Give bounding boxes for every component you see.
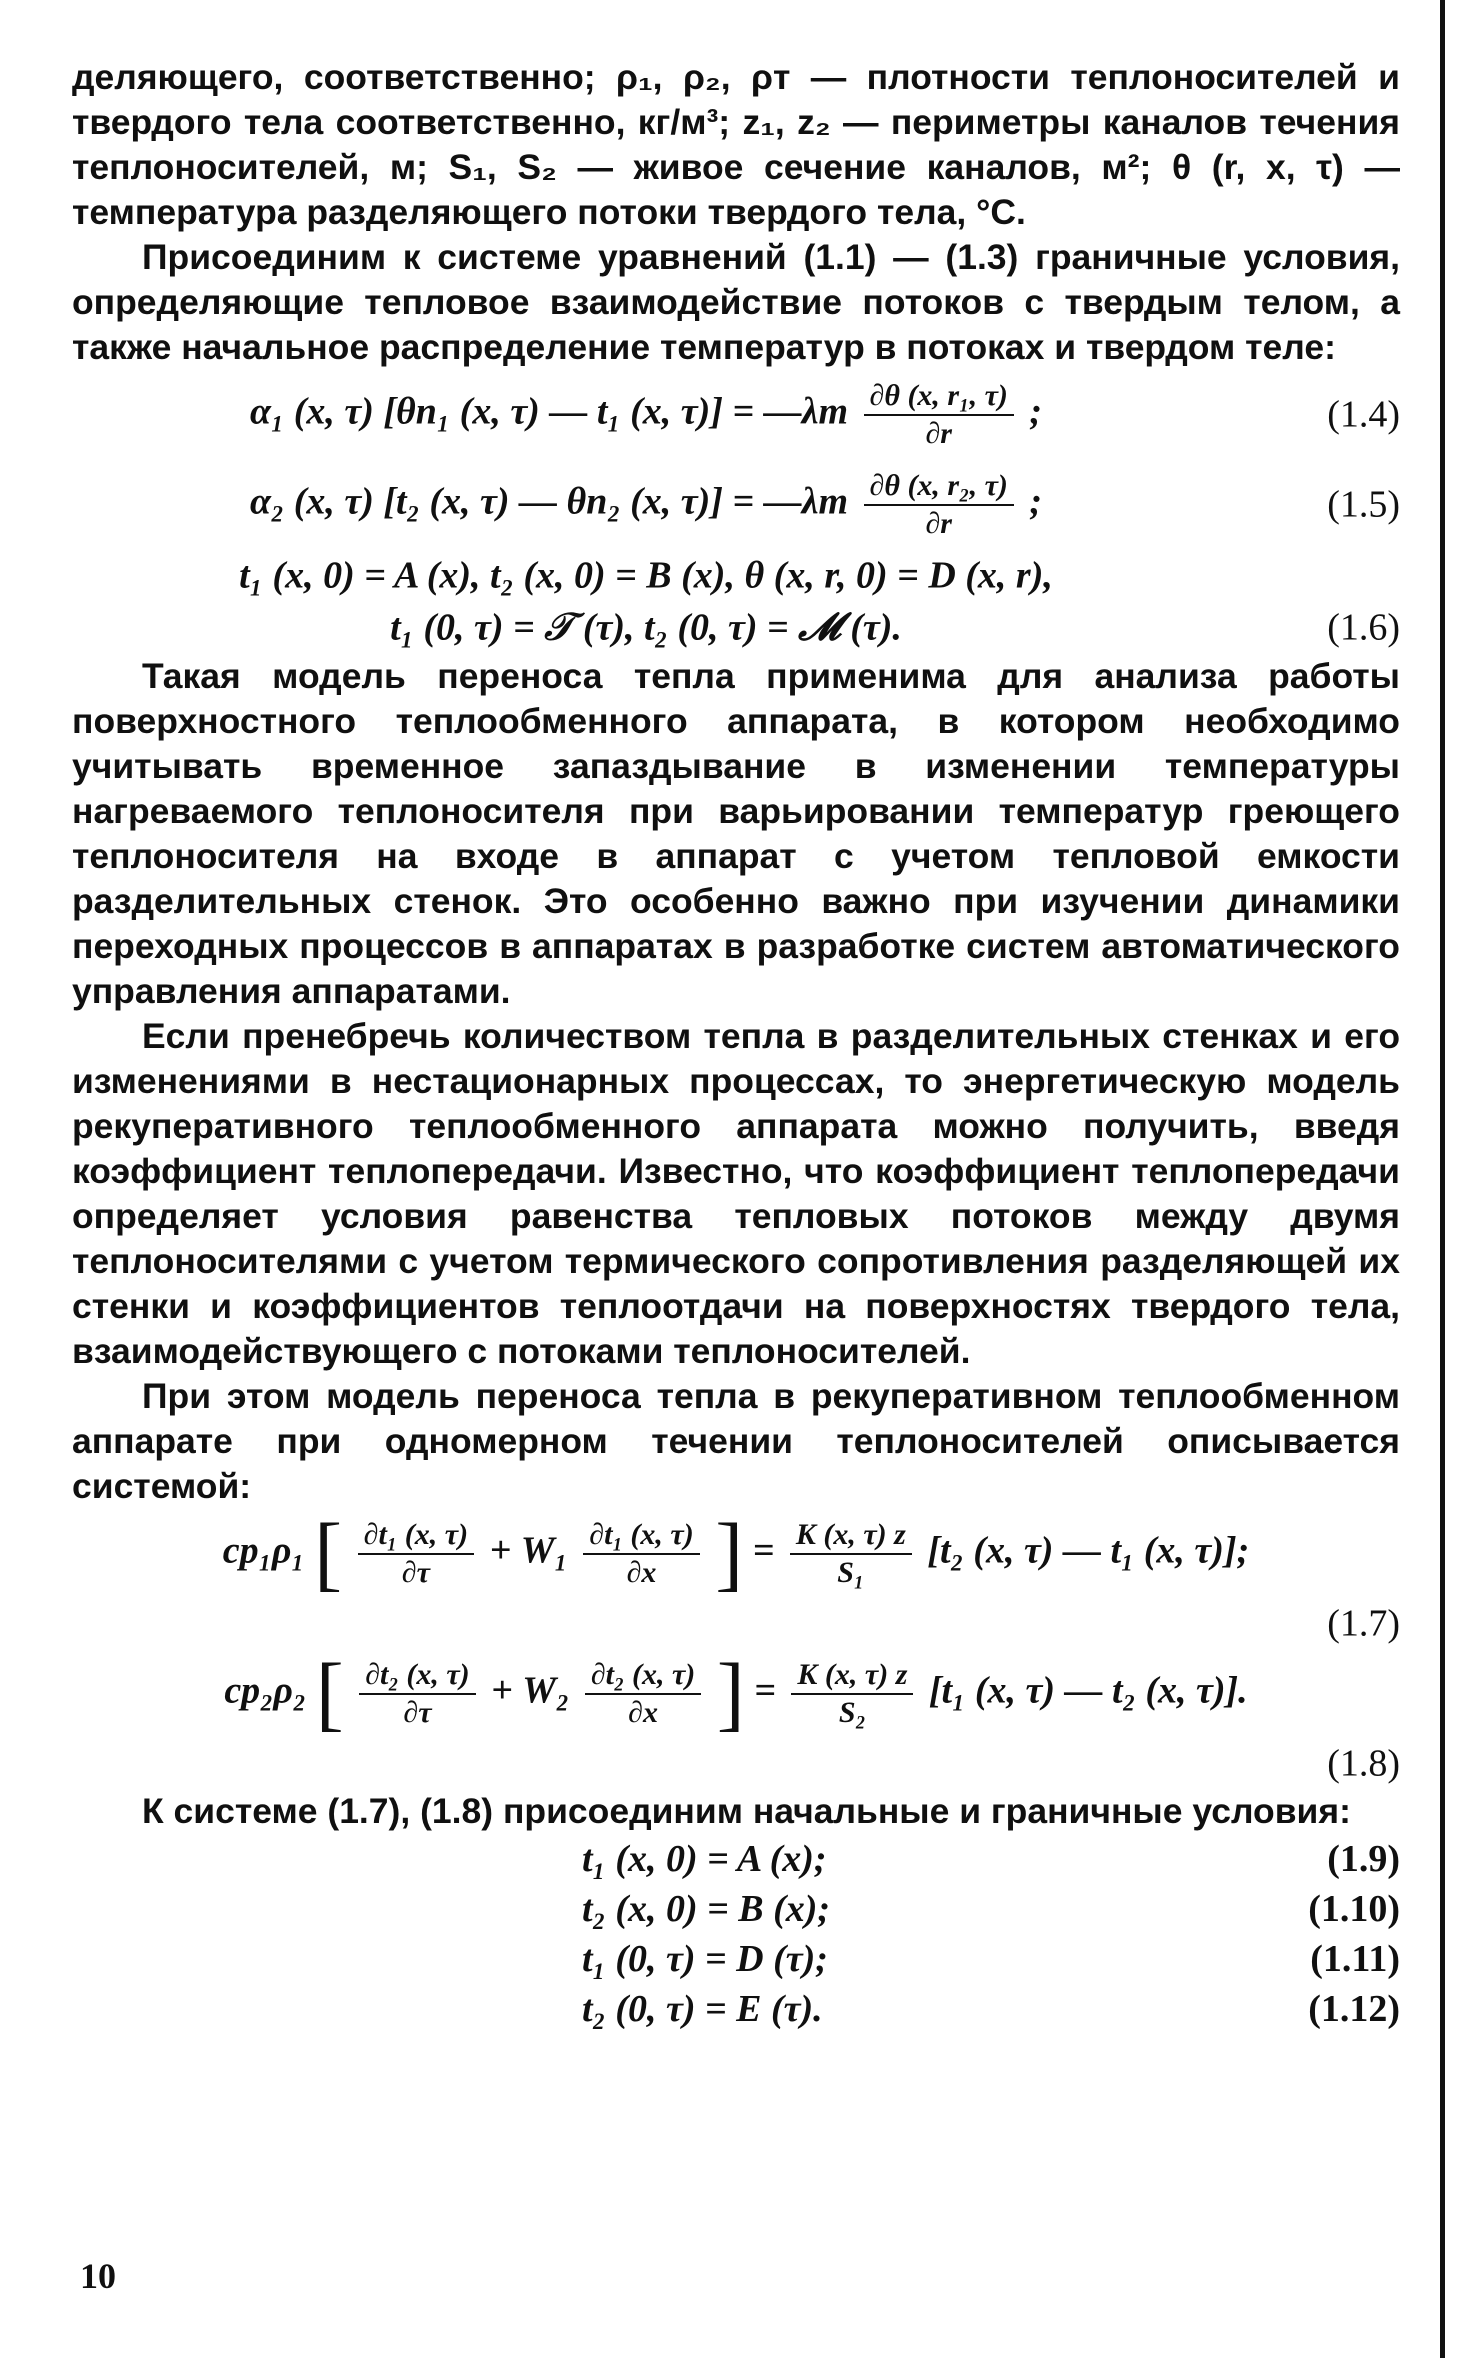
equation-1-6	[72, 550, 1400, 654]
equation-1-8-time-derivative	[359, 1657, 475, 1731]
equation-1-4-numerator: ∂θ (x, r₁, τ)	[864, 378, 1014, 416]
equation-1-8-left-bracket: [	[315, 1647, 344, 1740]
equation-1-7-tail: [t₂ (x, τ) — t₁ (x, τ)];	[927, 1529, 1250, 1572]
equation-1-7-left-bracket: [	[314, 1507, 343, 1600]
condition-row	[72, 1834, 1400, 1884]
equation-1-8-right-bracket: ]	[716, 1647, 745, 1740]
page-body	[72, 55, 1400, 2034]
equation-1-4-tail: ;	[1029, 390, 1043, 433]
equation-1-8-frac2-numerator: ∂t₂ (x, τ)	[585, 1657, 701, 1695]
page-edge-rule	[1440, 0, 1445, 2358]
equation-1-5-lhs: α₂ (x, τ) [t₂ (x, τ) — θп₂ (x, τ)] = —λт	[249, 480, 849, 523]
equation-1-4-denominator: ∂r	[925, 417, 952, 450]
paragraph-boundary-intro: Присоединим к системе уравнений (1.1) — (1.3) граничные условия, определяющие тепловое взаимодействие потоков с твердым телом, а также начальное распределение температур в потоках и твердом теле:	[72, 237, 1400, 367]
equation-1-5-number: (1.5)	[1327, 483, 1400, 526]
equation-1-8-frac2-denominator: ∂x	[628, 1696, 658, 1729]
equation-1-8-frac1-denominator: ∂τ	[403, 1696, 432, 1729]
equation-1-4-number: (1.4)	[1327, 393, 1400, 436]
equation-1-6-line-2: t₁ (0, τ) = 𝒯 (τ), t₂ (0, τ) = 𝓜 (τ).	[390, 606, 902, 649]
page-number: 10	[80, 2256, 116, 2296]
equation-1-8-frac3-denominator: S₂	[838, 1696, 866, 1729]
condition-expression: t₁ (0, τ) = D (τ);	[582, 1938, 828, 1980]
equation-1-4-lhs: α₁ (x, τ) [θп₁ (x, τ) — t₁ (x, τ)] = —λт	[249, 390, 849, 433]
equation-1-7-coefficient: cp₁ρ₁	[222, 1529, 305, 1572]
equation-1-8-equals: =	[754, 1669, 776, 1712]
equation-1-7	[72, 1509, 1400, 1649]
condition-number: (1.11)	[1310, 1938, 1400, 1980]
paragraph-heat-transfer-coefficient: Если пренебречь количеством тепла в разделительных стенках и его изменениями в нестационарных процессах, то энергетическую модель рекуперативного теплообменного аппарата можно получить, введя коэффициент теплопередачи. Известно, что коэффициент теплопередачи определяет условия равенства тепловых потоков между двумя теплоносителями с учетом термического сопротивления разделяющей их стенки и коэффициентов теплоотдачи на поверхностях твердого тела, взаимодействующего с потоками теплоносителей.	[72, 1016, 1400, 1371]
equation-1-4-fraction	[864, 378, 1014, 452]
equation-1-8-coefficient: cp₂ρ₂	[224, 1669, 307, 1712]
paragraph-definitions: деляющего, соответственно; ρ₁, ρ₂, ρт — плотности теплоносителей и твердого тела соответственно, кг/м³; z₁, z₂ — периметры каналов течения теплоносителей, м; S₁, S₂ — живое сечение каналов, м²; θ (r, x, τ) — температура разделяющего потоки твердого тела, °С.	[72, 57, 1400, 232]
equation-1-7-space-derivative	[583, 1517, 699, 1591]
condition-row	[72, 1984, 1400, 2034]
equation-1-6-line-1: t₁ (x, 0) = A (x), t₂ (x, 0) = B (x), θ (x, r, 0) = D (x, r),	[239, 554, 1053, 597]
condition-number: (1.12)	[1308, 1988, 1400, 2030]
condition-expression: t₁ (x, 0) = A (x);	[582, 1838, 827, 1880]
equation-1-5-fraction	[864, 468, 1014, 542]
equation-1-8-frac1-numerator: ∂t₂ (x, τ)	[359, 1657, 475, 1695]
condition-row	[72, 1884, 1400, 1934]
condition-number: (1.9)	[1327, 1838, 1400, 1880]
equation-1-7-frac2-denominator: ∂x	[626, 1556, 657, 1589]
equation-1-8-space-derivative	[585, 1657, 701, 1731]
equation-1-8	[72, 1649, 1400, 1789]
equation-1-5-numerator: ∂θ (x, r₂, τ)	[864, 468, 1014, 506]
equation-1-7-time-derivative	[358, 1517, 474, 1591]
equation-1-7-frac2-numerator: ∂t₁ (x, τ)	[583, 1517, 699, 1555]
condition-expression: t₂ (x, 0) = B (x);	[582, 1888, 831, 1930]
equation-1-7-frac1-numerator: ∂t₁ (x, τ)	[358, 1517, 474, 1555]
paragraph-model-application: Такая модель переноса тепла применима для анализа работы поверхностного теплообменного аппарата, в котором необходимо учитывать временное запаздывание в изменении температуры нагреваемого теплоносителя при варьировании температур греющего теплоносителя на входе в аппарат с учетом тепловой емкости разделительных стенок. Это особенно важно при изучении динамики переходных процессов в аппаратах в разработке систем автоматического управления аппаратами.	[72, 656, 1400, 1011]
equation-1-7-frac1-denominator: ∂τ	[401, 1556, 430, 1589]
equation-1-7-transfer-fraction	[790, 1517, 912, 1591]
paragraph-system-intro: При этом модель переноса тепла в рекуперативном теплообменном аппарате при одномерном течении теплоносителей описывается системой:	[72, 1376, 1400, 1506]
equation-1-6-number: (1.6)	[1327, 606, 1400, 649]
equation-1-7-equals: =	[752, 1529, 775, 1572]
paragraph-conditions-intro: К системе (1.7), (1.8) присоединим начальные и граничные условия:	[142, 1791, 1351, 1831]
equation-1-8-tail: [t₁ (x, τ) — t₂ (x, τ)].	[928, 1669, 1248, 1712]
condition-number: (1.10)	[1308, 1888, 1400, 1930]
condition-expression: t₂ (0, τ) = E (τ).	[582, 1988, 823, 2030]
equation-1-5-denominator: ∂r	[925, 507, 952, 540]
equation-1-8-velocity-term: + W₂	[491, 1669, 570, 1712]
equation-1-4	[72, 370, 1400, 460]
boundary-conditions-list	[72, 1834, 1400, 2034]
equation-1-5	[72, 460, 1400, 550]
equation-1-7-right-bracket: ]	[715, 1507, 744, 1600]
equation-1-7-velocity-term: + W₁	[489, 1529, 568, 1572]
equation-1-7-number: (1.7)	[1327, 1602, 1400, 1645]
equation-1-8-number: (1.8)	[1327, 1742, 1400, 1785]
equation-1-8-transfer-fraction	[791, 1657, 913, 1731]
equation-1-5-tail: ;	[1029, 480, 1043, 523]
equation-1-7-frac3-numerator: K (x, τ) z	[790, 1517, 912, 1555]
equation-1-8-frac3-numerator: K (x, τ) z	[791, 1657, 913, 1695]
condition-row	[72, 1934, 1400, 1984]
equation-1-7-frac3-denominator: S₁	[837, 1556, 865, 1589]
